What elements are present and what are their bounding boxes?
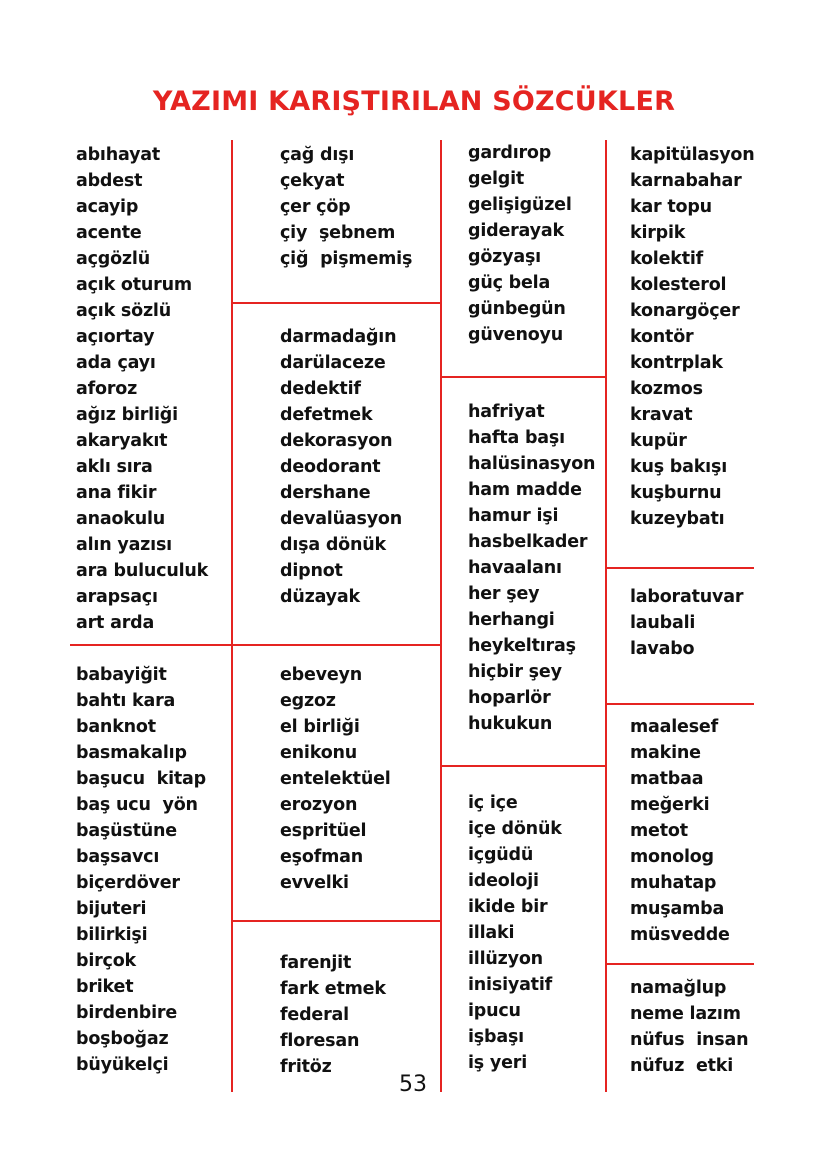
word-item: heykeltıraş xyxy=(468,636,576,656)
word-item: deodorant xyxy=(280,457,381,477)
word-item: darmadağın xyxy=(280,327,397,347)
word-item: herhangi xyxy=(468,610,555,630)
word-group xyxy=(630,142,755,532)
word-group xyxy=(630,975,748,1079)
word-item: çiğ pişmemiş xyxy=(280,249,413,269)
word-item: güvenoyu xyxy=(468,325,564,345)
word-item: alın yazısı xyxy=(76,535,172,555)
word-item: meğerki xyxy=(630,795,710,815)
word-item: ham madde xyxy=(468,480,582,500)
word-item: başüstüne xyxy=(76,821,177,841)
word-item: bilirkişi xyxy=(76,925,148,945)
word-item: hasbelkader xyxy=(468,532,588,552)
word-item: maalesef xyxy=(630,717,719,737)
word-item: çekyat xyxy=(280,171,345,191)
group-divider xyxy=(232,920,441,922)
word-item: egzoz xyxy=(280,691,336,711)
word-group xyxy=(280,324,402,610)
word-item: iş yeri xyxy=(468,1053,528,1073)
word-item: çiy şebnem xyxy=(280,223,396,243)
word-item: muhatap xyxy=(630,873,717,893)
word-group xyxy=(76,142,208,636)
word-item: ideoloji xyxy=(468,871,539,891)
word-item: günbegün xyxy=(468,299,566,319)
word-item: gelgit xyxy=(468,169,525,189)
word-group xyxy=(468,140,572,348)
word-item: entelektüel xyxy=(280,769,391,789)
word-item: ikide bir xyxy=(468,897,548,917)
word-item: dershane xyxy=(280,483,371,503)
word-item: laboratuvar xyxy=(630,587,744,607)
column-divider xyxy=(605,140,607,1092)
group-divider xyxy=(232,302,441,304)
word-item: art arda xyxy=(76,613,155,633)
word-item: hoparlör xyxy=(468,688,551,708)
group-divider xyxy=(441,376,606,378)
word-item: hafta başı xyxy=(468,428,565,448)
word-item: konargöçer xyxy=(630,301,740,321)
word-item: dedektif xyxy=(280,379,361,399)
word-item: erozyon xyxy=(280,795,358,815)
word-item: eşofman xyxy=(280,847,364,867)
word-group xyxy=(630,584,743,662)
word-item: dekorasyon xyxy=(280,431,393,451)
word-item: dışa dönük xyxy=(280,535,386,555)
word-item: floresan xyxy=(280,1031,360,1051)
word-item: ipucu xyxy=(468,1001,521,1021)
group-divider xyxy=(441,765,606,767)
word-group xyxy=(468,790,562,1076)
word-item: laubali xyxy=(630,613,696,633)
word-item: devalüasyon xyxy=(280,509,402,529)
word-item: espritüel xyxy=(280,821,367,841)
word-item: kuş bakışı xyxy=(630,457,727,477)
word-item: aforoz xyxy=(76,379,138,399)
word-item: kozmos xyxy=(630,379,703,399)
word-item: babayiğit xyxy=(76,665,167,685)
word-item: ada çayı xyxy=(76,353,156,373)
word-item: kravat xyxy=(630,405,693,425)
group-divider xyxy=(606,703,754,705)
word-item: nüfus insan xyxy=(630,1030,749,1050)
word-item: işbaşı xyxy=(468,1027,524,1047)
word-item: evvelki xyxy=(280,873,349,893)
word-item: farenjit xyxy=(280,953,352,973)
word-item: içgüdü xyxy=(468,845,534,865)
word-item: açıortay xyxy=(76,327,155,347)
word-item: aklı sıra xyxy=(76,457,153,477)
column-divider xyxy=(440,140,442,1092)
word-item: havaalanı xyxy=(468,558,562,578)
word-item: monolog xyxy=(630,847,714,867)
word-item: illaki xyxy=(468,923,515,943)
word-item: illüzyon xyxy=(468,949,543,969)
word-item: kupür xyxy=(630,431,687,451)
word-item: ara buluculuk xyxy=(76,561,209,581)
word-item: bahtı kara xyxy=(76,691,176,711)
word-item: kapitülasyon xyxy=(630,145,755,165)
word-group xyxy=(280,662,391,896)
word-item: düzayak xyxy=(280,587,360,607)
word-group xyxy=(630,714,730,948)
page-title: YAZIMI KARIŞTIRILAN SÖZCÜKLER xyxy=(152,86,676,117)
group-divider xyxy=(606,963,754,965)
word-item: hukukun xyxy=(468,714,553,734)
word-item: nüfuz etki xyxy=(630,1056,734,1076)
word-item: gelişigüzel xyxy=(468,195,572,215)
word-item: makine xyxy=(630,743,701,763)
word-item: el birliği xyxy=(280,717,360,737)
word-item: basmakalıp xyxy=(76,743,187,763)
word-item: namağlup xyxy=(630,978,727,998)
word-item: giderayak xyxy=(468,221,564,241)
word-item: neme lazım xyxy=(630,1004,741,1024)
word-item: baş ucu yön xyxy=(76,795,198,815)
word-item: arapsaçı xyxy=(76,587,158,607)
word-item: acente xyxy=(76,223,142,243)
word-item: hiçbir şey xyxy=(468,662,562,682)
word-group xyxy=(280,142,412,272)
word-item: kolektif xyxy=(630,249,704,269)
word-item: kontör xyxy=(630,327,694,347)
page-number: 53 xyxy=(399,1072,427,1097)
word-item: abıhayat xyxy=(76,145,161,165)
word-item: birdenbire xyxy=(76,1003,178,1023)
word-item: matbaa xyxy=(630,769,704,789)
word-item: açık oturum xyxy=(76,275,192,295)
word-item: fritöz xyxy=(280,1057,332,1077)
word-item: banknot xyxy=(76,717,156,737)
word-item: büyükelçi xyxy=(76,1055,169,1075)
word-item: darülaceze xyxy=(280,353,386,373)
word-group xyxy=(76,662,206,1078)
word-item: boşboğaz xyxy=(76,1029,169,1049)
word-item: hamur işi xyxy=(468,506,559,526)
word-item: içe dönük xyxy=(468,819,562,839)
word-item: anaokulu xyxy=(76,509,166,529)
word-item: açık sözlü xyxy=(76,301,171,321)
word-group xyxy=(468,399,595,737)
word-item: çer çöp xyxy=(280,197,351,217)
word-item: bijuteri xyxy=(76,899,147,919)
word-item: lavabo xyxy=(630,639,695,659)
word-item: hafriyat xyxy=(468,402,545,422)
word-item: ana fikir xyxy=(76,483,157,503)
word-item: gözyaşı xyxy=(468,247,541,267)
word-item: acayip xyxy=(76,197,139,217)
word-item: güç bela xyxy=(468,273,551,293)
group-divider xyxy=(606,567,754,569)
word-item: kar topu xyxy=(630,197,712,217)
word-item: başsavcı xyxy=(76,847,160,867)
word-item: kuzeybatı xyxy=(630,509,725,529)
word-item: inisiyatif xyxy=(468,975,553,995)
word-item: her şey xyxy=(468,584,540,604)
word-item: dipnot xyxy=(280,561,343,581)
word-item: briket xyxy=(76,977,134,997)
word-item: defetmek xyxy=(280,405,373,425)
group-divider xyxy=(232,644,441,646)
word-item: kolesterol xyxy=(630,275,727,295)
word-item: biçerdöver xyxy=(76,873,180,893)
word-item: gardırop xyxy=(468,143,552,163)
word-item: açgözlü xyxy=(76,249,150,269)
word-item: kontrplak xyxy=(630,353,723,373)
word-item: kirpik xyxy=(630,223,686,243)
word-item: abdest xyxy=(76,171,143,191)
word-item: akaryakıt xyxy=(76,431,168,451)
word-item: çağ dışı xyxy=(280,145,355,165)
group-divider xyxy=(70,644,232,646)
word-item: başucu kitap xyxy=(76,769,206,789)
word-item: kuşburnu xyxy=(630,483,722,503)
word-item: enikonu xyxy=(280,743,358,763)
word-item: muşamba xyxy=(630,899,725,919)
column-divider xyxy=(231,140,233,1092)
word-group xyxy=(280,950,386,1080)
word-item: federal xyxy=(280,1005,349,1025)
word-item: fark etmek xyxy=(280,979,386,999)
word-item: iç içe xyxy=(468,793,518,813)
word-item: halüsinasyon xyxy=(468,454,596,474)
word-item: metot xyxy=(630,821,688,841)
word-item: müsvedde xyxy=(630,925,730,945)
word-item: karnabahar xyxy=(630,171,742,191)
word-item: ebeveyn xyxy=(280,665,363,685)
word-item: ağız birliği xyxy=(76,405,178,425)
word-item: birçok xyxy=(76,951,136,971)
